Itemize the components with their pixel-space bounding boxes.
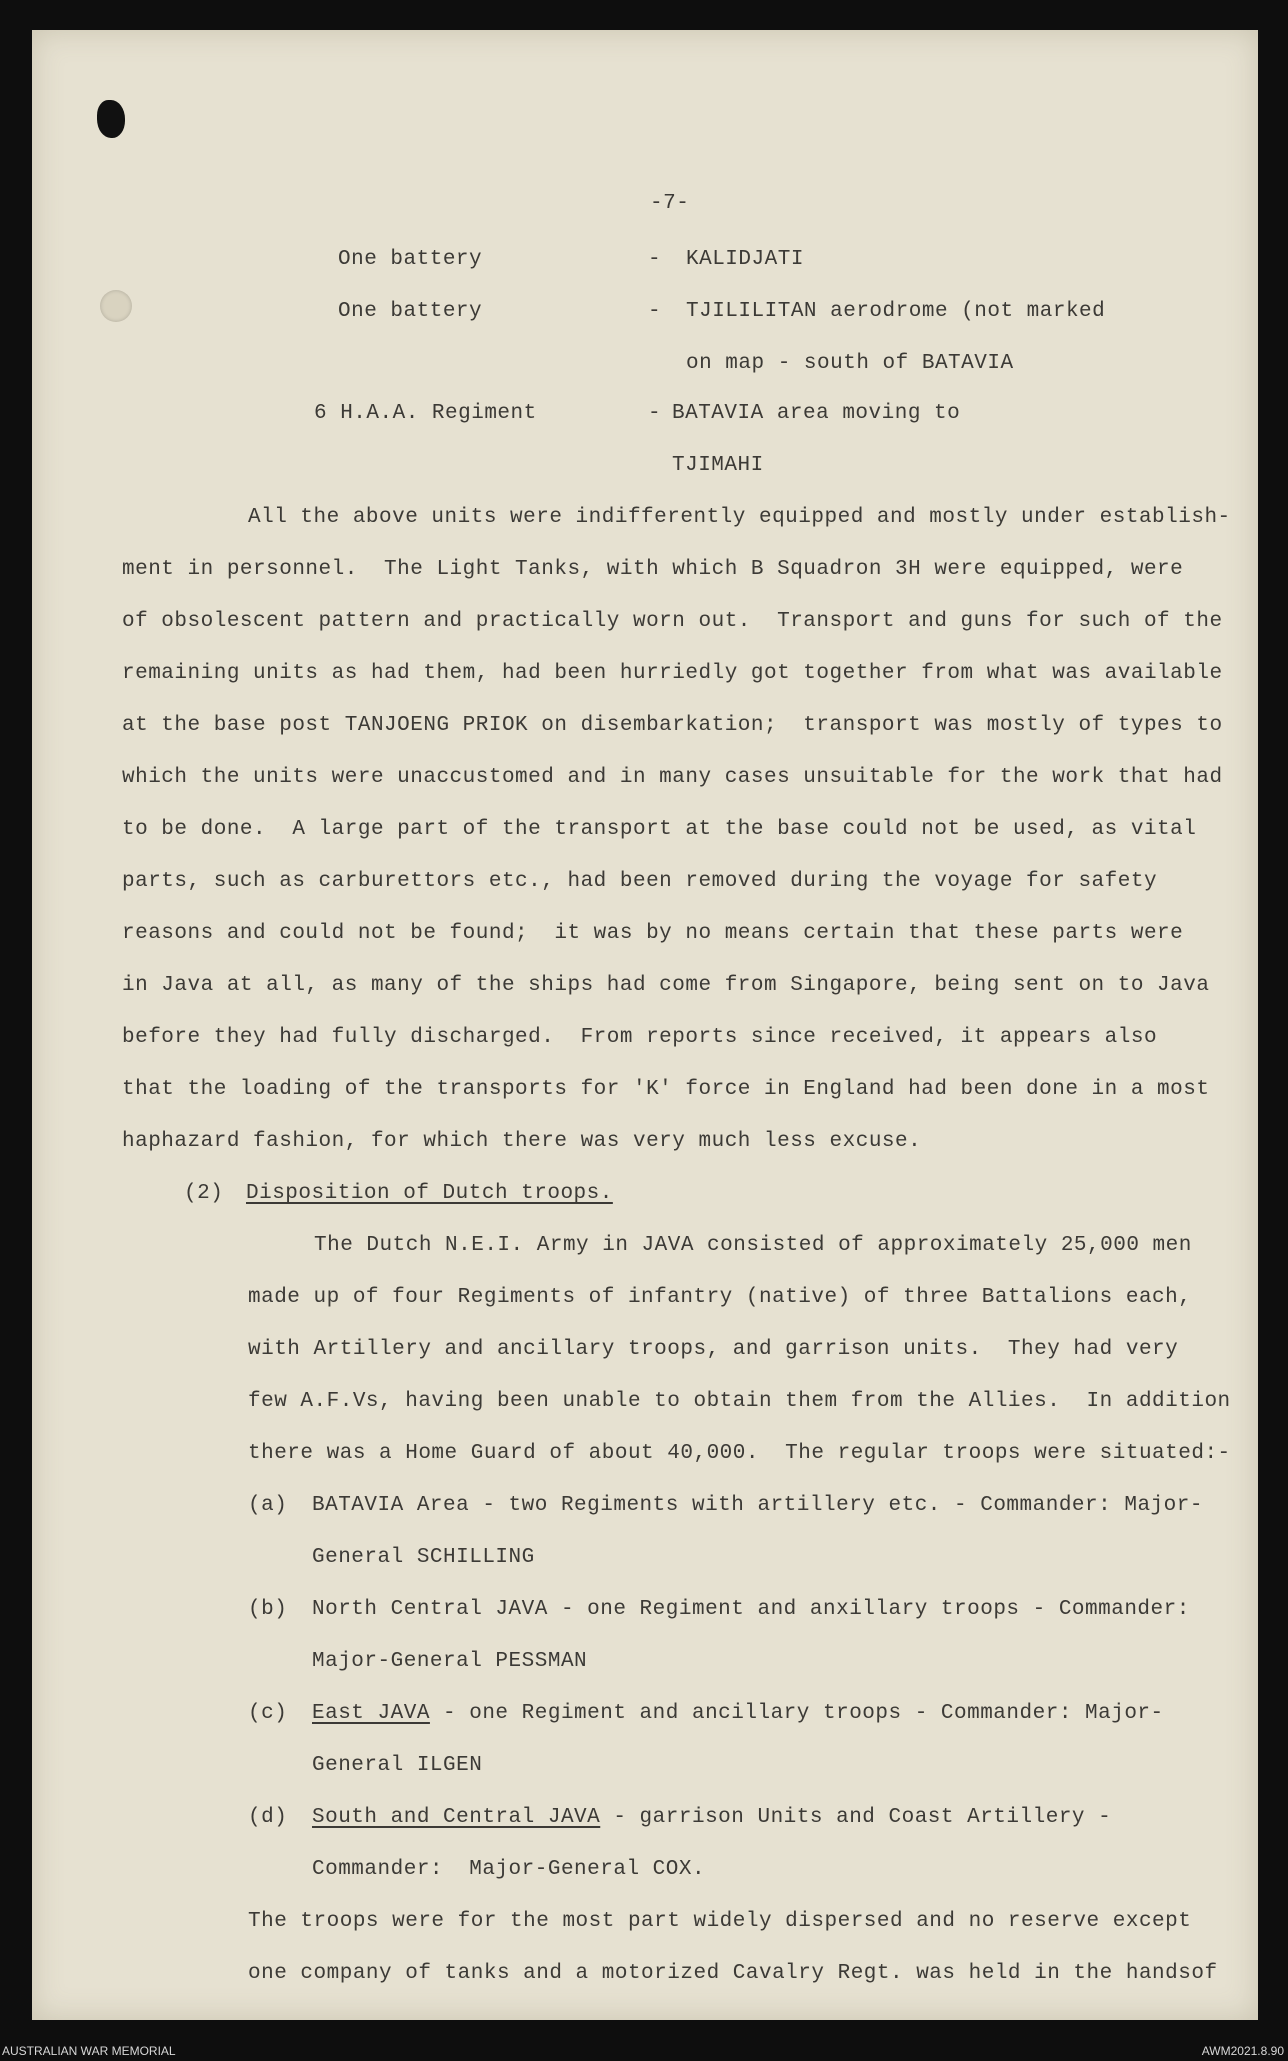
paragraph-line: parts, such as carburettors etc., had been removed during the voyage for safety — [122, 870, 1158, 893]
unit-name: One battery — [338, 300, 483, 323]
list-item — [312, 1598, 1190, 1621]
punch-hole-mark — [100, 290, 132, 322]
paragraph-line: made up of four Regiments of infantry (native) of three Battalions each, — [248, 1286, 1192, 1309]
paragraph-line: The Dutch N.E.I. Army in JAVA consisted of approximately 25,000 men — [314, 1234, 1192, 1257]
section-number: (2) — [184, 1182, 224, 1205]
paragraph-line: few A.F.Vs, having been unable to obtain them from the Allies. In addition — [248, 1390, 1231, 1413]
item-text: - one Regiment and ancillary troops - Commander: Major- — [429, 1702, 1164, 1725]
paragraph-line: that the loading of the transports for 'K' force in England had been done in a most — [122, 1078, 1210, 1101]
unit-location: TJILILITAN aerodrome (not marked — [686, 300, 1106, 323]
paragraph-line: of obsolescent pattern and practically worn out. Transport and guns for such of the — [122, 610, 1223, 633]
paragraph-line: in Java at all, as many of the ships had come from Singapore, being sent on to Java — [122, 974, 1210, 997]
item-lead: North Central JAVA — [312, 1598, 548, 1621]
unit-name: 6 H.A.A. Regiment — [314, 402, 537, 425]
item-text: - two Regiments with artillery etc. - Commander: Major- — [469, 1494, 1203, 1517]
item-continuation: General SCHILLING — [312, 1546, 535, 1569]
paragraph-line: which the units were unaccustomed and in many cases unsuitable for the work that had — [122, 766, 1223, 789]
unit-name: One battery — [338, 248, 483, 271]
unit-dash: - — [648, 248, 662, 271]
unit-location: TJIMAHI — [672, 454, 764, 477]
footer-left: AUSTRALIAN WAR MEMORIAL — [2, 2044, 176, 2058]
paragraph-line: to be done. A large part of the transport at the base could not be used, as vital — [122, 818, 1197, 841]
paragraph-line: there was a Home Guard of about 40,000. The regular troops were situated:- — [248, 1442, 1231, 1465]
paragraph-line: with Artillery and ancillary troops, and garrison units. They had very — [248, 1338, 1179, 1361]
unit-dash: - — [648, 402, 662, 425]
item-text: - garrison Units and Coast Artillery - — [600, 1806, 1112, 1829]
paragraph-line: before they had fully discharged. From reports since received, it appears also — [122, 1026, 1158, 1049]
paragraph-line: at the base post TANJOENG PRIOK on disembarkation; transport was mostly of types to — [122, 714, 1223, 737]
page-number: -7- — [650, 192, 690, 215]
section-title: Disposition of Dutch troops. — [246, 1182, 613, 1205]
item-lead: South and Central JAVA — [312, 1806, 601, 1829]
punch-hole — [97, 100, 125, 138]
item-continuation: Major-General PESSMAN — [312, 1650, 588, 1673]
list-item — [312, 1494, 1203, 1517]
paragraph-line: The troops were for the most part widely dispersed and no reserve except — [248, 1910, 1192, 1933]
paragraph-line: remaining units as had them, had been hurriedly got together from what was available — [122, 662, 1223, 685]
unit-location: BATAVIA area moving to — [672, 402, 961, 425]
item-continuation: Commander: Major-General COX. — [312, 1858, 706, 1881]
item-label: (c) — [248, 1702, 288, 1725]
item-label: (b) — [248, 1598, 288, 1621]
paragraph-line: ment in personnel. The Light Tanks, with which B Squadron 3H were equipped, were — [122, 558, 1184, 581]
paragraph-line: All the above units were indifferently equipped and mostly under establish- — [248, 506, 1231, 529]
paragraph-line: one company of tanks and a motorized Cavalry Regt. was held in the handsof — [248, 1962, 1218, 1985]
unit-location: on map - south of BATAVIA — [686, 352, 1014, 375]
item-text: - one Regiment and anxillary troops - Commander: — [547, 1598, 1190, 1621]
paragraph-line: haphazard fashion, for which there was very much less excuse. — [122, 1130, 922, 1153]
item-label: (a) — [248, 1494, 288, 1517]
item-lead: East JAVA — [312, 1702, 430, 1725]
footer-right: AWM2021.8.90 — [1201, 2044, 1284, 2058]
unit-location: KALIDJATI — [686, 248, 804, 271]
item-continuation: General ILGEN — [312, 1754, 483, 1777]
item-lead: BATAVIA Area — [312, 1494, 470, 1517]
list-item — [312, 1806, 1111, 1829]
paragraph-line: reasons and could not be found; it was by no means certain that these parts were — [122, 922, 1184, 945]
item-label: (d) — [248, 1806, 288, 1829]
unit-dash: - — [648, 300, 662, 323]
list-item — [312, 1702, 1164, 1725]
